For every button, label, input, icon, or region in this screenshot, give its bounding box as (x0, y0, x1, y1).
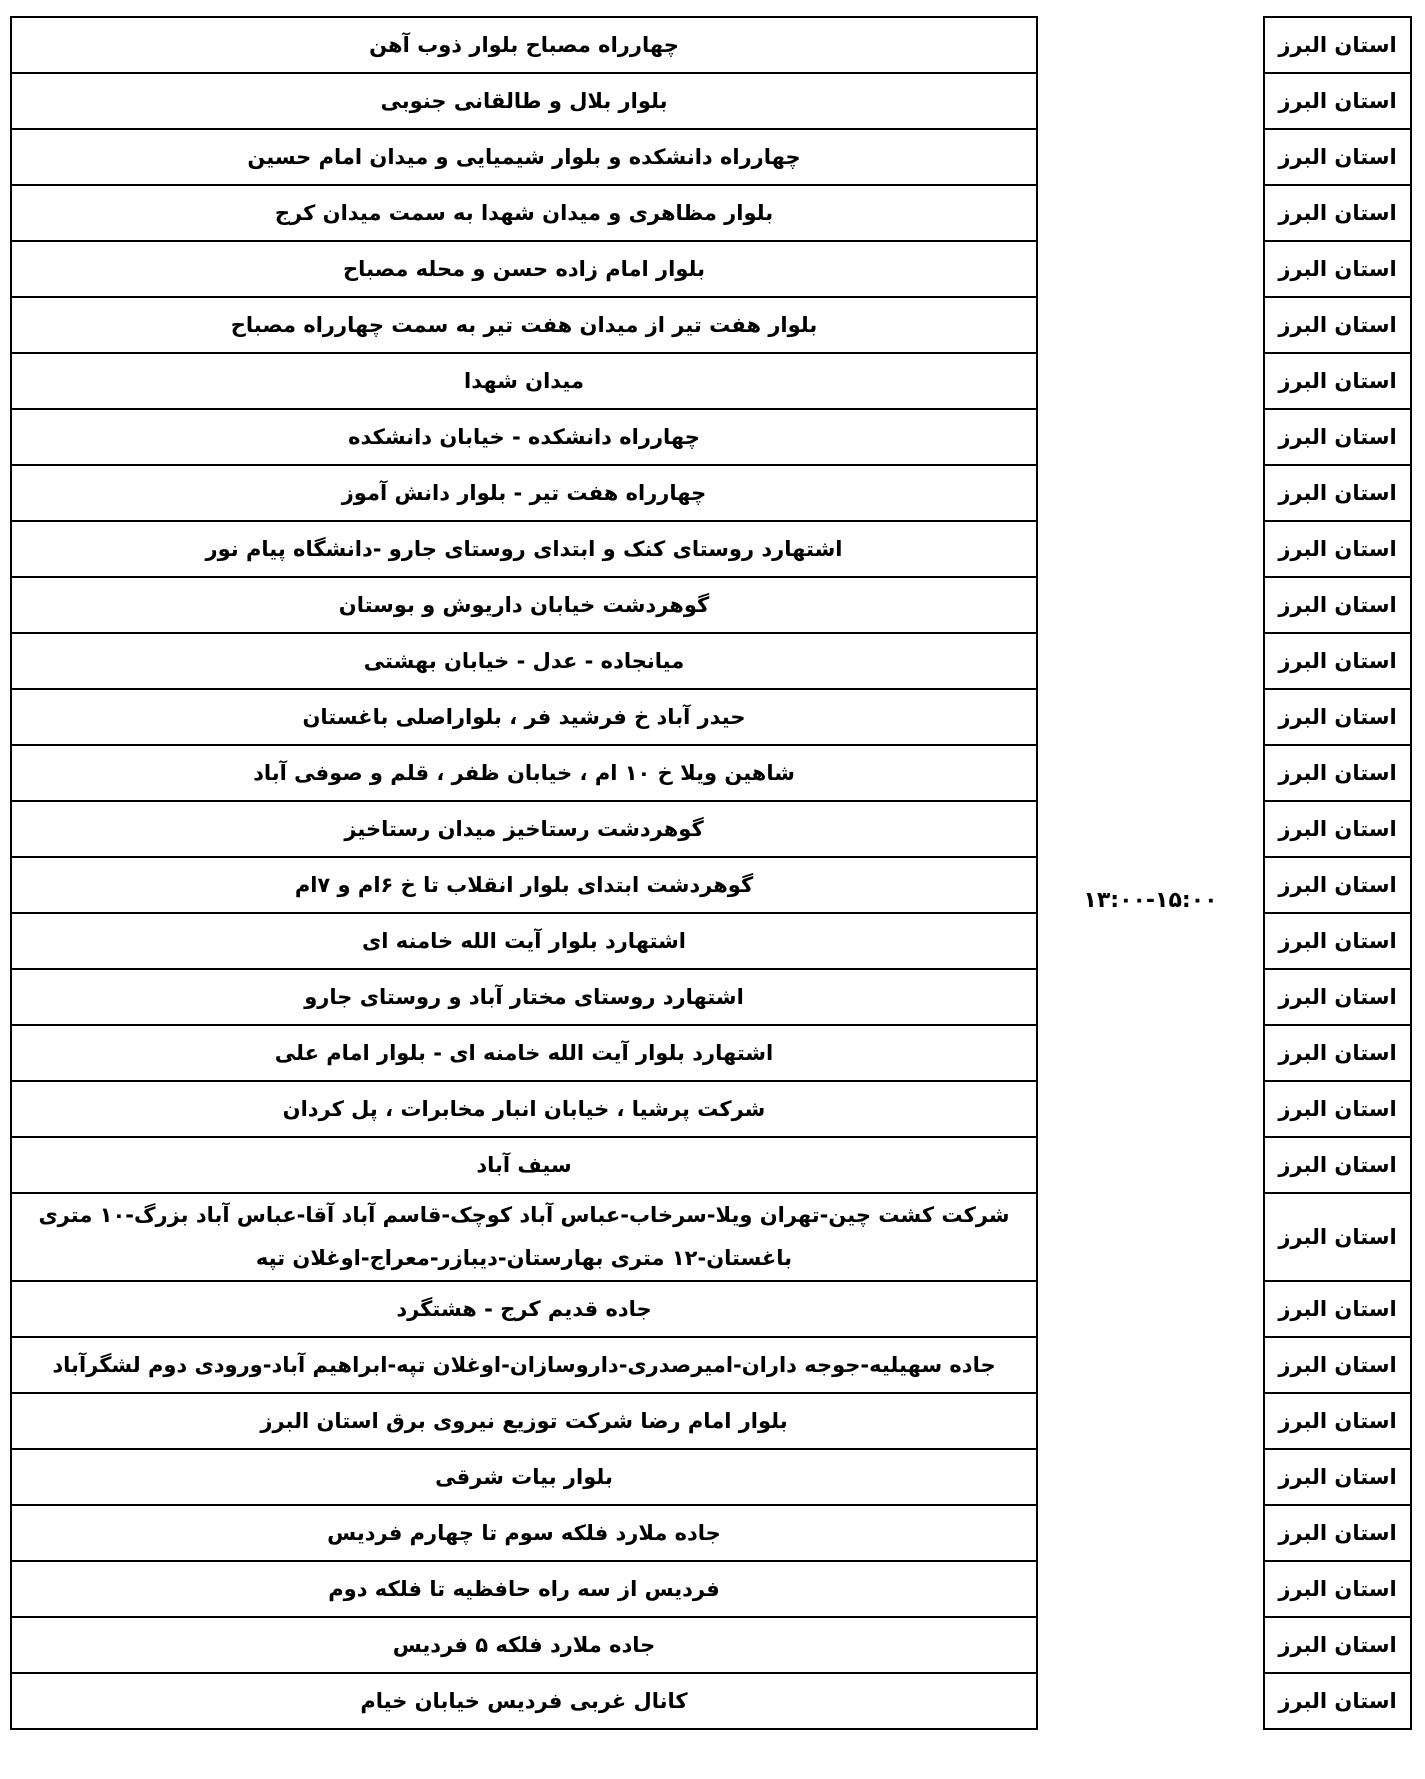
province-cell: استان البرز (1264, 633, 1411, 689)
table-row (11, 745, 1037, 801)
table-row (11, 1281, 1037, 1337)
province-cell: استان البرز (1264, 1561, 1411, 1617)
table-row (11, 1193, 1037, 1281)
table-row (11, 857, 1037, 913)
table-row (11, 241, 1037, 297)
province-cell: استان البرز (1264, 745, 1411, 801)
table-row (1264, 745, 1411, 801)
province-cell: استان البرز (1264, 129, 1411, 185)
province-table-body (1264, 17, 1411, 1729)
table-row (1264, 1393, 1411, 1449)
table-row (11, 1081, 1037, 1137)
area-cell: جاده ملارد فلکه ۵ فردیس (11, 1617, 1037, 1673)
province-cell: استان البرز (1264, 1617, 1411, 1673)
area-cell: بلوار بیات شرقی (11, 1449, 1037, 1505)
table-row (1264, 1081, 1411, 1137)
province-cell: استان البرز (1264, 1081, 1411, 1137)
table-row (1264, 1673, 1411, 1729)
area-cell: شرکت کشت چین-تهران ویلا-سرخاب-عباس آباد کوچک-قاسم آباد آقا-عباس آباد بزرگ-۱۰ متری باغستان-۱۲ متری بهارستان-دیبازر-معراج-اوغلان تپه (11, 1193, 1037, 1281)
province-table (1263, 16, 1412, 1730)
table-row (1264, 1025, 1411, 1081)
table-row (11, 577, 1037, 633)
table-row (1264, 1137, 1411, 1193)
table-row (11, 1673, 1037, 1729)
table-row (1264, 1193, 1411, 1281)
province-cell: استان البرز (1264, 969, 1411, 1025)
table-row (11, 521, 1037, 577)
table-row (1264, 1281, 1411, 1337)
table-row (11, 1449, 1037, 1505)
area-cell: اشتهارد روستای کنک و ابتدای روستای جارو -دانشگاه پیام نور (11, 521, 1037, 577)
area-cell: حیدر آباد خ فرشید فر ، بلواراصلی باغستان (11, 689, 1037, 745)
table-row (1264, 633, 1411, 689)
province-cell: استان البرز (1264, 913, 1411, 969)
province-cell: استان البرز (1264, 1025, 1411, 1081)
province-cell: استان البرز (1264, 1505, 1411, 1561)
area-cell: کانال غربی فردیس خیابان خیام (11, 1673, 1037, 1729)
table-row (11, 1617, 1037, 1673)
area-cell: شاهین ویلا خ ۱۰ ام ، خیابان ظفر ، قلم و صوفی آباد (11, 745, 1037, 801)
table-row (11, 465, 1037, 521)
table-row (11, 633, 1037, 689)
areas-table-body (11, 17, 1037, 1729)
table-row (11, 1337, 1037, 1393)
province-cell: استان البرز (1264, 1673, 1411, 1729)
area-cell: جاده قدیم کرج - هشتگرد (11, 1281, 1037, 1337)
table-row (1264, 465, 1411, 521)
province-cell: استان البرز (1264, 1193, 1411, 1281)
table-row (11, 969, 1037, 1025)
table-row (1264, 1561, 1411, 1617)
table-row (1264, 969, 1411, 1025)
province-cell: استان البرز (1264, 465, 1411, 521)
area-cell: جاده سهیلیه-جوجه داران-امیرصدری-داروسازان-اوغلان تپه-ابراهیم آباد-ورودی دوم لشگرآباد (11, 1337, 1037, 1393)
table-row (11, 73, 1037, 129)
table-row (11, 801, 1037, 857)
table-row (1264, 521, 1411, 577)
table-row (1264, 689, 1411, 745)
province-cell: استان البرز (1264, 353, 1411, 409)
area-cell: میدان شهدا (11, 353, 1037, 409)
area-cell: بلوار امام زاده حسن و محله مصباح (11, 241, 1037, 297)
table-row (1264, 857, 1411, 913)
table-row (1264, 1337, 1411, 1393)
area-cell: بلوار امام رضا شرکت توزیع نیروی برق استان البرز (11, 1393, 1037, 1449)
area-cell: چهارراه مصباح بلوار ذوب آهن (11, 17, 1037, 73)
table-row (11, 1561, 1037, 1617)
area-cell: گوهردشت خیابان داریوش و بوستان (11, 577, 1037, 633)
table-row (11, 129, 1037, 185)
table-row (11, 17, 1037, 73)
area-cell: چهارراه دانشکده - خیابان دانشکده (11, 409, 1037, 465)
table-row (11, 1393, 1037, 1449)
province-cell: استان البرز (1264, 297, 1411, 353)
province-cell: استان البرز (1264, 73, 1411, 129)
province-cell: استان البرز (1264, 1393, 1411, 1449)
table-row (11, 913, 1037, 969)
areas-table (10, 16, 1038, 1730)
table-row (11, 689, 1037, 745)
area-cell: اشتهارد بلوار آیت الله خامنه ای - بلوار امام علی (11, 1025, 1037, 1081)
province-cell: استان البرز (1264, 1137, 1411, 1193)
table-row (1264, 1617, 1411, 1673)
table-row (1264, 129, 1411, 185)
table-row (11, 409, 1037, 465)
province-cell: استان البرز (1264, 17, 1411, 73)
area-cell: چهارراه دانشکده و بلوار شیمیایی و میدان امام حسین (11, 129, 1037, 185)
table-row (1264, 185, 1411, 241)
table-row (11, 1505, 1037, 1561)
province-cell: استان البرز (1264, 1449, 1411, 1505)
table-row (11, 297, 1037, 353)
table-row (1264, 577, 1411, 633)
province-cell: استان البرز (1264, 801, 1411, 857)
area-cell: سیف آباد (11, 1137, 1037, 1193)
table-row (1264, 913, 1411, 969)
province-cell: استان البرز (1264, 1281, 1411, 1337)
province-cell: استان البرز (1264, 409, 1411, 465)
area-cell: بلوار هفت تیر از میدان هفت تیر به سمت چهارراه مصباح (11, 297, 1037, 353)
area-cell: بلوار بلال و طالقانی جنوبی (11, 73, 1037, 129)
province-cell: استان البرز (1264, 1337, 1411, 1393)
area-cell: فردیس از سه راه حافظیه تا فلکه دوم (11, 1561, 1037, 1617)
area-cell: میانجاده - عدل - خیابان بهشتی (11, 633, 1037, 689)
province-cell: استان البرز (1264, 521, 1411, 577)
table-row (11, 1137, 1037, 1193)
table-row (1264, 801, 1411, 857)
table-row (11, 353, 1037, 409)
province-cell: استان البرز (1264, 857, 1411, 913)
table-row (1264, 1449, 1411, 1505)
province-cell: استان البرز (1264, 577, 1411, 633)
area-cell: اشتهارد روستای مختار آباد و روستای جارو (11, 969, 1037, 1025)
table-row (1264, 241, 1411, 297)
table-row (1264, 73, 1411, 129)
area-cell: گوهردشت رستاخیز میدان رستاخیز (11, 801, 1037, 857)
area-cell: اشتهارد بلوار آیت الله خامنه ای (11, 913, 1037, 969)
table-row (1264, 409, 1411, 465)
area-cell: شرکت پرشیا ، خیابان انبار مخابرات ، پل کردان (11, 1081, 1037, 1137)
area-cell: بلوار مظاهری و میدان شهدا به سمت میدان کرج (11, 185, 1037, 241)
table-row (11, 185, 1037, 241)
table-row (1264, 353, 1411, 409)
province-cell: استان البرز (1264, 689, 1411, 745)
table-row (1264, 1505, 1411, 1561)
outage-time-range: ۱۳:۰۰-۱۵:۰۰ (1083, 888, 1218, 913)
table-row (11, 1025, 1037, 1081)
province-cell: استان البرز (1264, 241, 1411, 297)
table-row (1264, 297, 1411, 353)
area-cell: چهارراه هفت تیر - بلوار دانش آموز (11, 465, 1037, 521)
area-cell: جاده ملارد فلکه سوم تا چهارم فردیس (11, 1505, 1037, 1561)
area-cell: گوهردشت ابتدای بلوار انقلاب تا خ ۶ام و ۷ام (11, 857, 1037, 913)
table-row (1264, 17, 1411, 73)
province-cell: استان البرز (1264, 185, 1411, 241)
